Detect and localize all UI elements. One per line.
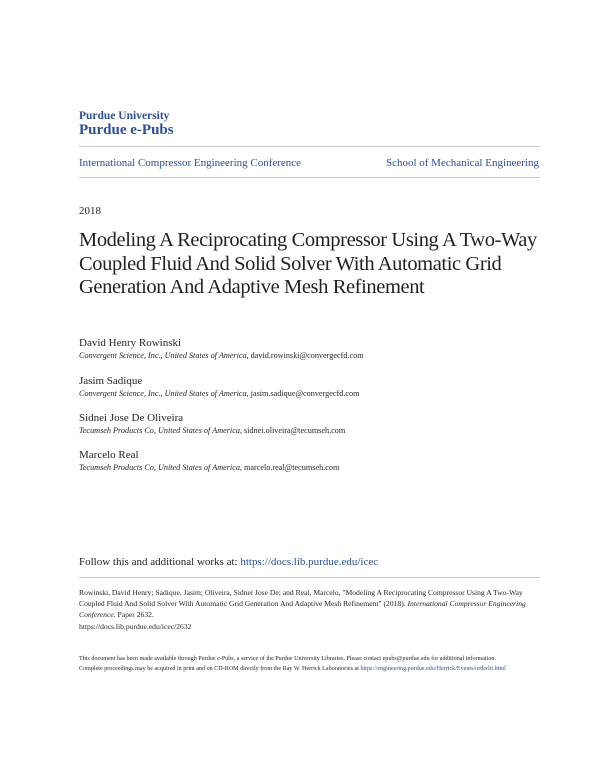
citation-url[interactable]: https://docs.lib.purdue.edu/icec/2632 [79, 621, 192, 631]
notice-text: Complete proceedings may be acquired in print and on CD-ROM directly from the Ray W. Herrick Laboratories at [79, 665, 359, 672]
paper-title: Modeling A Reciprocating Compressor Using A Two-Way Coupled Fluid And Solid Solver With Automatic Grid Generation And Adaptive Mesh Refinement [79, 229, 537, 298]
herrick-link[interactable]: https://engineering.purdue.edu/Herrick/Events/orderlit.html [360, 665, 506, 672]
author-email: jasim.sadique@convergecfd.com [250, 389, 360, 398]
publication-year: 2018 [79, 205, 101, 217]
affiliation-text: Convergent Science, Inc., United States of America [79, 389, 247, 398]
author-affiliation: Convergent Science, Inc., United States of America, jasim.sadique@convergecfd.com [79, 389, 360, 398]
collection-link[interactable]: https://docs.lib.purdue.edu/icec [240, 556, 379, 568]
divider [79, 177, 540, 178]
author-email: david.rowinski@convergecfd.com [250, 351, 364, 360]
author-affiliation: Tecumseh Products Co, United States of America, sidnei.oliveira@tecumseh.com [79, 426, 346, 435]
repository-name[interactable]: Purdue e-Pubs [79, 122, 174, 138]
author-name: Jasim Sadique [79, 375, 143, 387]
author-name: Marcelo Real [79, 449, 139, 461]
notice-text: This document has been made available through Purdue e-Pubs, a service of the Purdue University Libraries. Please contact epubs@purdue.edu for additional information. [79, 656, 496, 662]
citation-venue: International Compressor Engineering Conference [79, 599, 526, 620]
author-block [79, 374, 359, 399]
citation-text: Rowinski, David Henry; Sadique, Jasim; Oliveira, Sidnei Jose De; and Real, Marcelo, "Modeling A Reciprocating Compressor Using A Two-Way Coupled Fluid And Solid Solver With Automatic Grid Generation And Adaptive Mesh Refinement" (2018). [79, 588, 523, 609]
author-block [79, 411, 345, 436]
availability-notice [79, 655, 541, 674]
school-link[interactable]: School of Mechanical Engineering [385, 157, 539, 169]
author-name: David Henry Rowinski [79, 337, 182, 349]
affiliation-text: Tecumseh Products Co, United States of America [79, 463, 240, 472]
author-affiliation: Tecumseh Products Co, United States of America, marcelo.real@tecumseh.com [79, 463, 340, 472]
conference-link[interactable]: International Compressor Engineering Conference [79, 157, 302, 169]
follow-text: Follow this and additional works at: [79, 556, 238, 568]
recommended-citation: Rowinski, David Henry; Sadique, Jasim; Oliveira, Sidnei Jose De; and Real, Marcelo, "Modeling A Reciprocating Compressor Using A Two-Way Coupled Fluid And Solid Solver With Automatic Grid Generation And Adaptive Mesh Refinement" (2018). International Compressor Engineering Conference. Paper 2632. https://docs.lib.purdue.edu/icec/2632 [79, 588, 526, 631]
author-block [79, 448, 339, 473]
author-email: sidnei.oliveira@tecumseh.com [244, 426, 346, 435]
follow-line [79, 556, 378, 568]
author-email: marcelo.real@tecumseh.com [244, 463, 340, 472]
author-affiliation: Convergent Science, Inc., United States of America, david.rowinski@convergecfd.com [79, 351, 364, 360]
citation-paper-number: Paper 2632. [117, 610, 154, 620]
divider [79, 146, 540, 147]
affiliation-text: Convergent Science, Inc., United States of America [79, 351, 247, 360]
author-name: Sidnei Jose De Oliveira [79, 412, 184, 424]
university-name[interactable]: Purdue University [79, 110, 170, 122]
author-block [79, 336, 364, 361]
affiliation-text: Tecumseh Products Co, United States of America [79, 426, 240, 435]
divider [79, 577, 540, 578]
